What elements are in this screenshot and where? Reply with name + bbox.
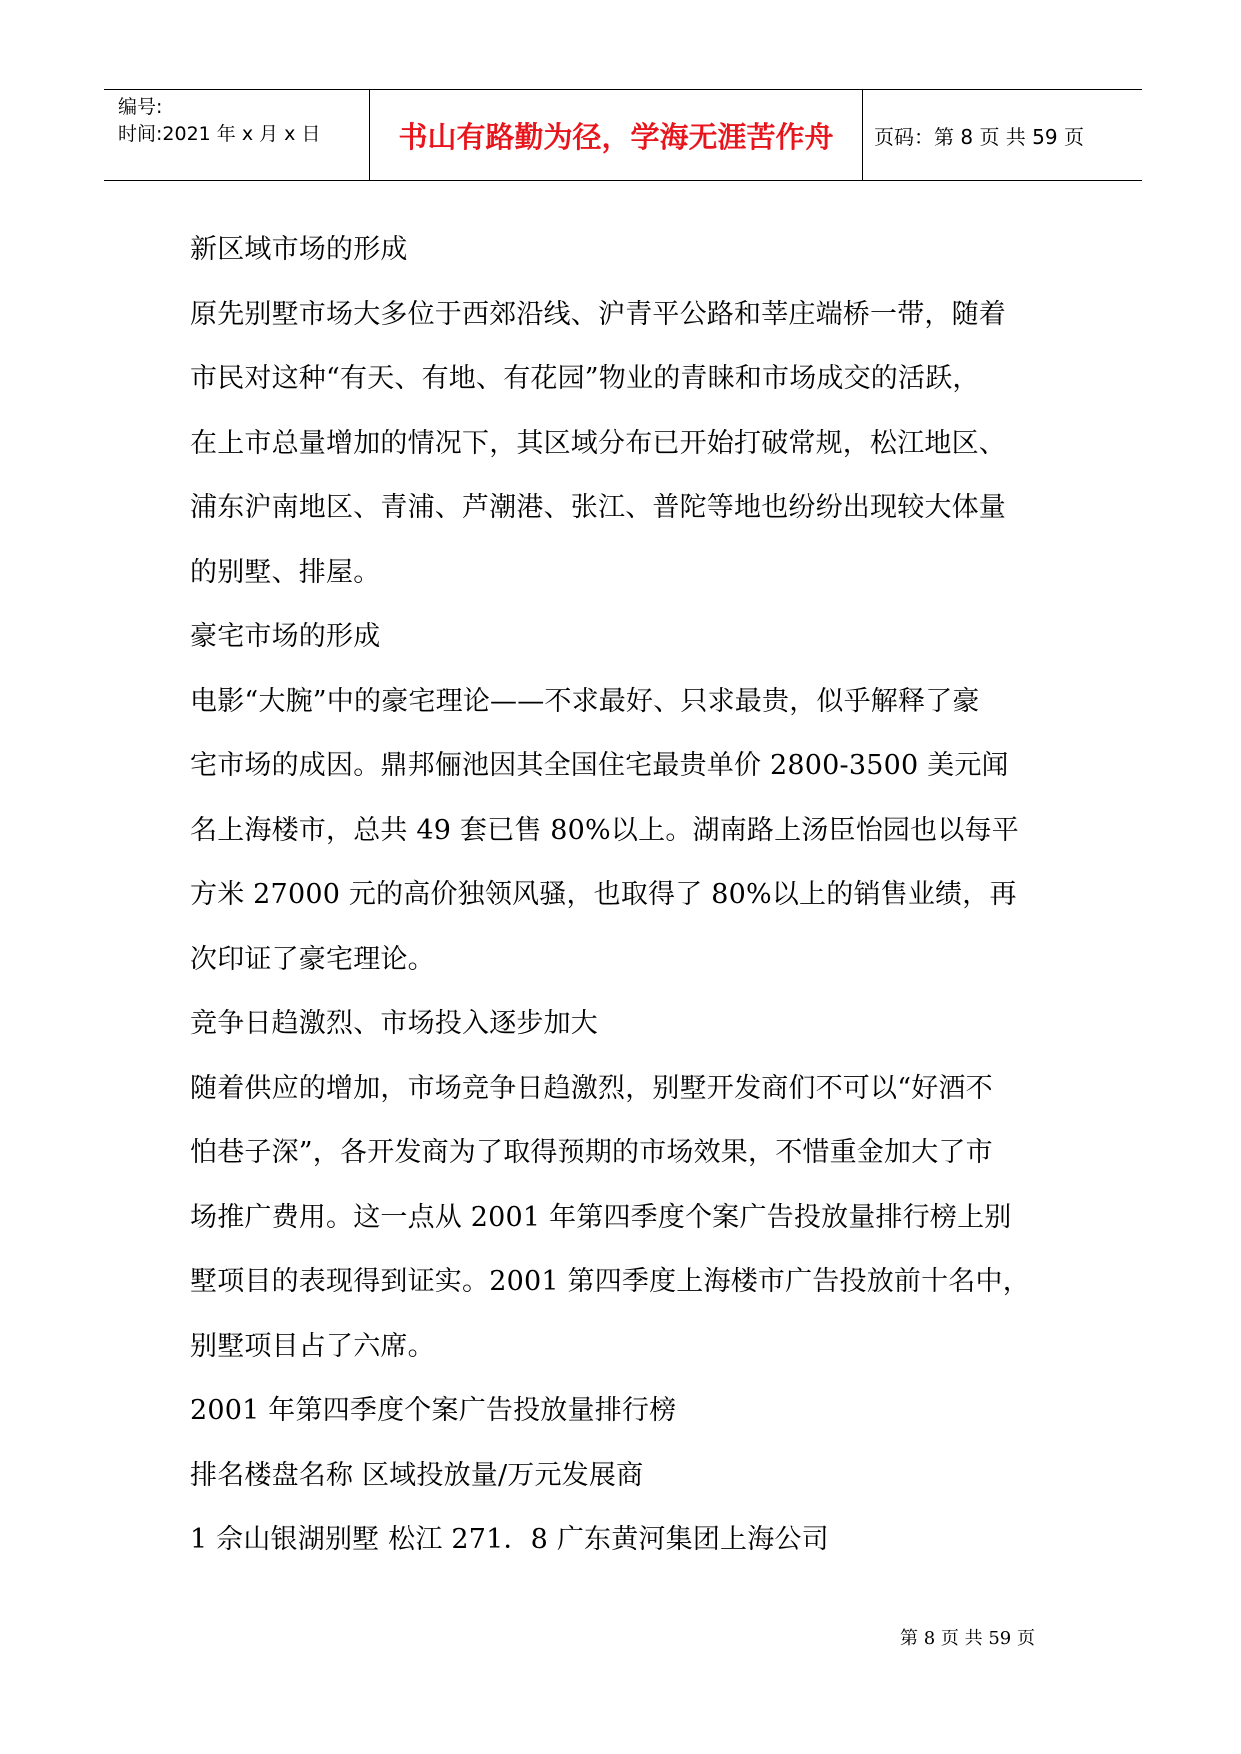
section-heading-new-region: 新区域市场的形成 [190, 234, 408, 265]
header-page-info: 页码：第 8 页 共 59 页 [874, 124, 1084, 149]
body-line: 怕巷子深”，各开发商为了取得预期的市场效果，不惜重金加大了市 [190, 1137, 993, 1168]
document-time-label: 时间:2021 年 x 月 x 日 [118, 123, 321, 145]
ranking-row: 1 佘山银湖别墅 松江 271．8 广东黄河集团上海公司 [190, 1524, 829, 1555]
body-line: 在上市总量增加的情况下，其区域分布已开始打破常规，松江地区、 [190, 427, 1006, 459]
header-motto: 书山有路勤为径，学海无涯苦作舟 [398, 119, 834, 154]
section-heading-competition: 竞争日趋激烈、市场投入逐步加大 [190, 1008, 598, 1039]
body-line: 浦东沪南地区、青浦、芦潮港、张江、普陀等地也纷纷出现较大体量 [190, 492, 1006, 523]
document-number-label: 编号: [118, 96, 163, 118]
page-header [104, 89, 1142, 181]
body-line: 原先别墅市场大多位于西郊沿线、沪青平公路和莘庄端桥一带，随着 [190, 298, 1006, 330]
body-line: 市民对这种“有天、有地、有花园”物业的青睐和市场成交的活跃， [190, 363, 980, 394]
header-meta [118, 94, 368, 148]
body-line: 场推广费用。这一点从 2001 年第四季度个案广告投放量排行榜上别 [190, 1201, 1012, 1233]
body-line: 别墅项目占了六席。 [190, 1330, 435, 1362]
body-line: 的别墅、排屋。 [190, 556, 381, 588]
ranking-title: 2001 年第四季度个案广告投放量排行榜 [190, 1395, 677, 1426]
body-line: 电影“大腕”中的豪宅理论——不求最好、只求最贵，似乎解释了豪 [190, 685, 980, 717]
body-line: 墅项目的表现得到证实。2001 第四季度上海楼市广告投放前十名中， [190, 1266, 1030, 1297]
body-line: 次印证了豪宅理论。 [190, 943, 435, 975]
page-footer: 第 8 页 共 59 页 [900, 1628, 1035, 1649]
body-line: 名上海楼市，总共 49 套已售 80%以上。湖南路上汤臣怡园也以每平 [190, 814, 1019, 846]
body-line: 方米 27000 元的高价独领风骚，也取得了 80%以上的销售业绩，再 [190, 879, 1017, 910]
body-line: 随着供应的增加，市场竞争日趋激烈，别墅开发商们不可以“好酒不 [190, 1072, 993, 1104]
header-divider-right [862, 90, 863, 180]
section-heading-luxury-market: 豪宅市场的形成 [190, 621, 381, 652]
body-line: 宅市场的成因。鼎邦俪池因其全国住宅最贵单价 2800-3500 美元闻 [190, 750, 1009, 781]
document-body [190, 218, 1070, 1573]
ranking-header-row: 排名楼盘名称 区域投放量/万元发展商 [190, 1459, 644, 1491]
